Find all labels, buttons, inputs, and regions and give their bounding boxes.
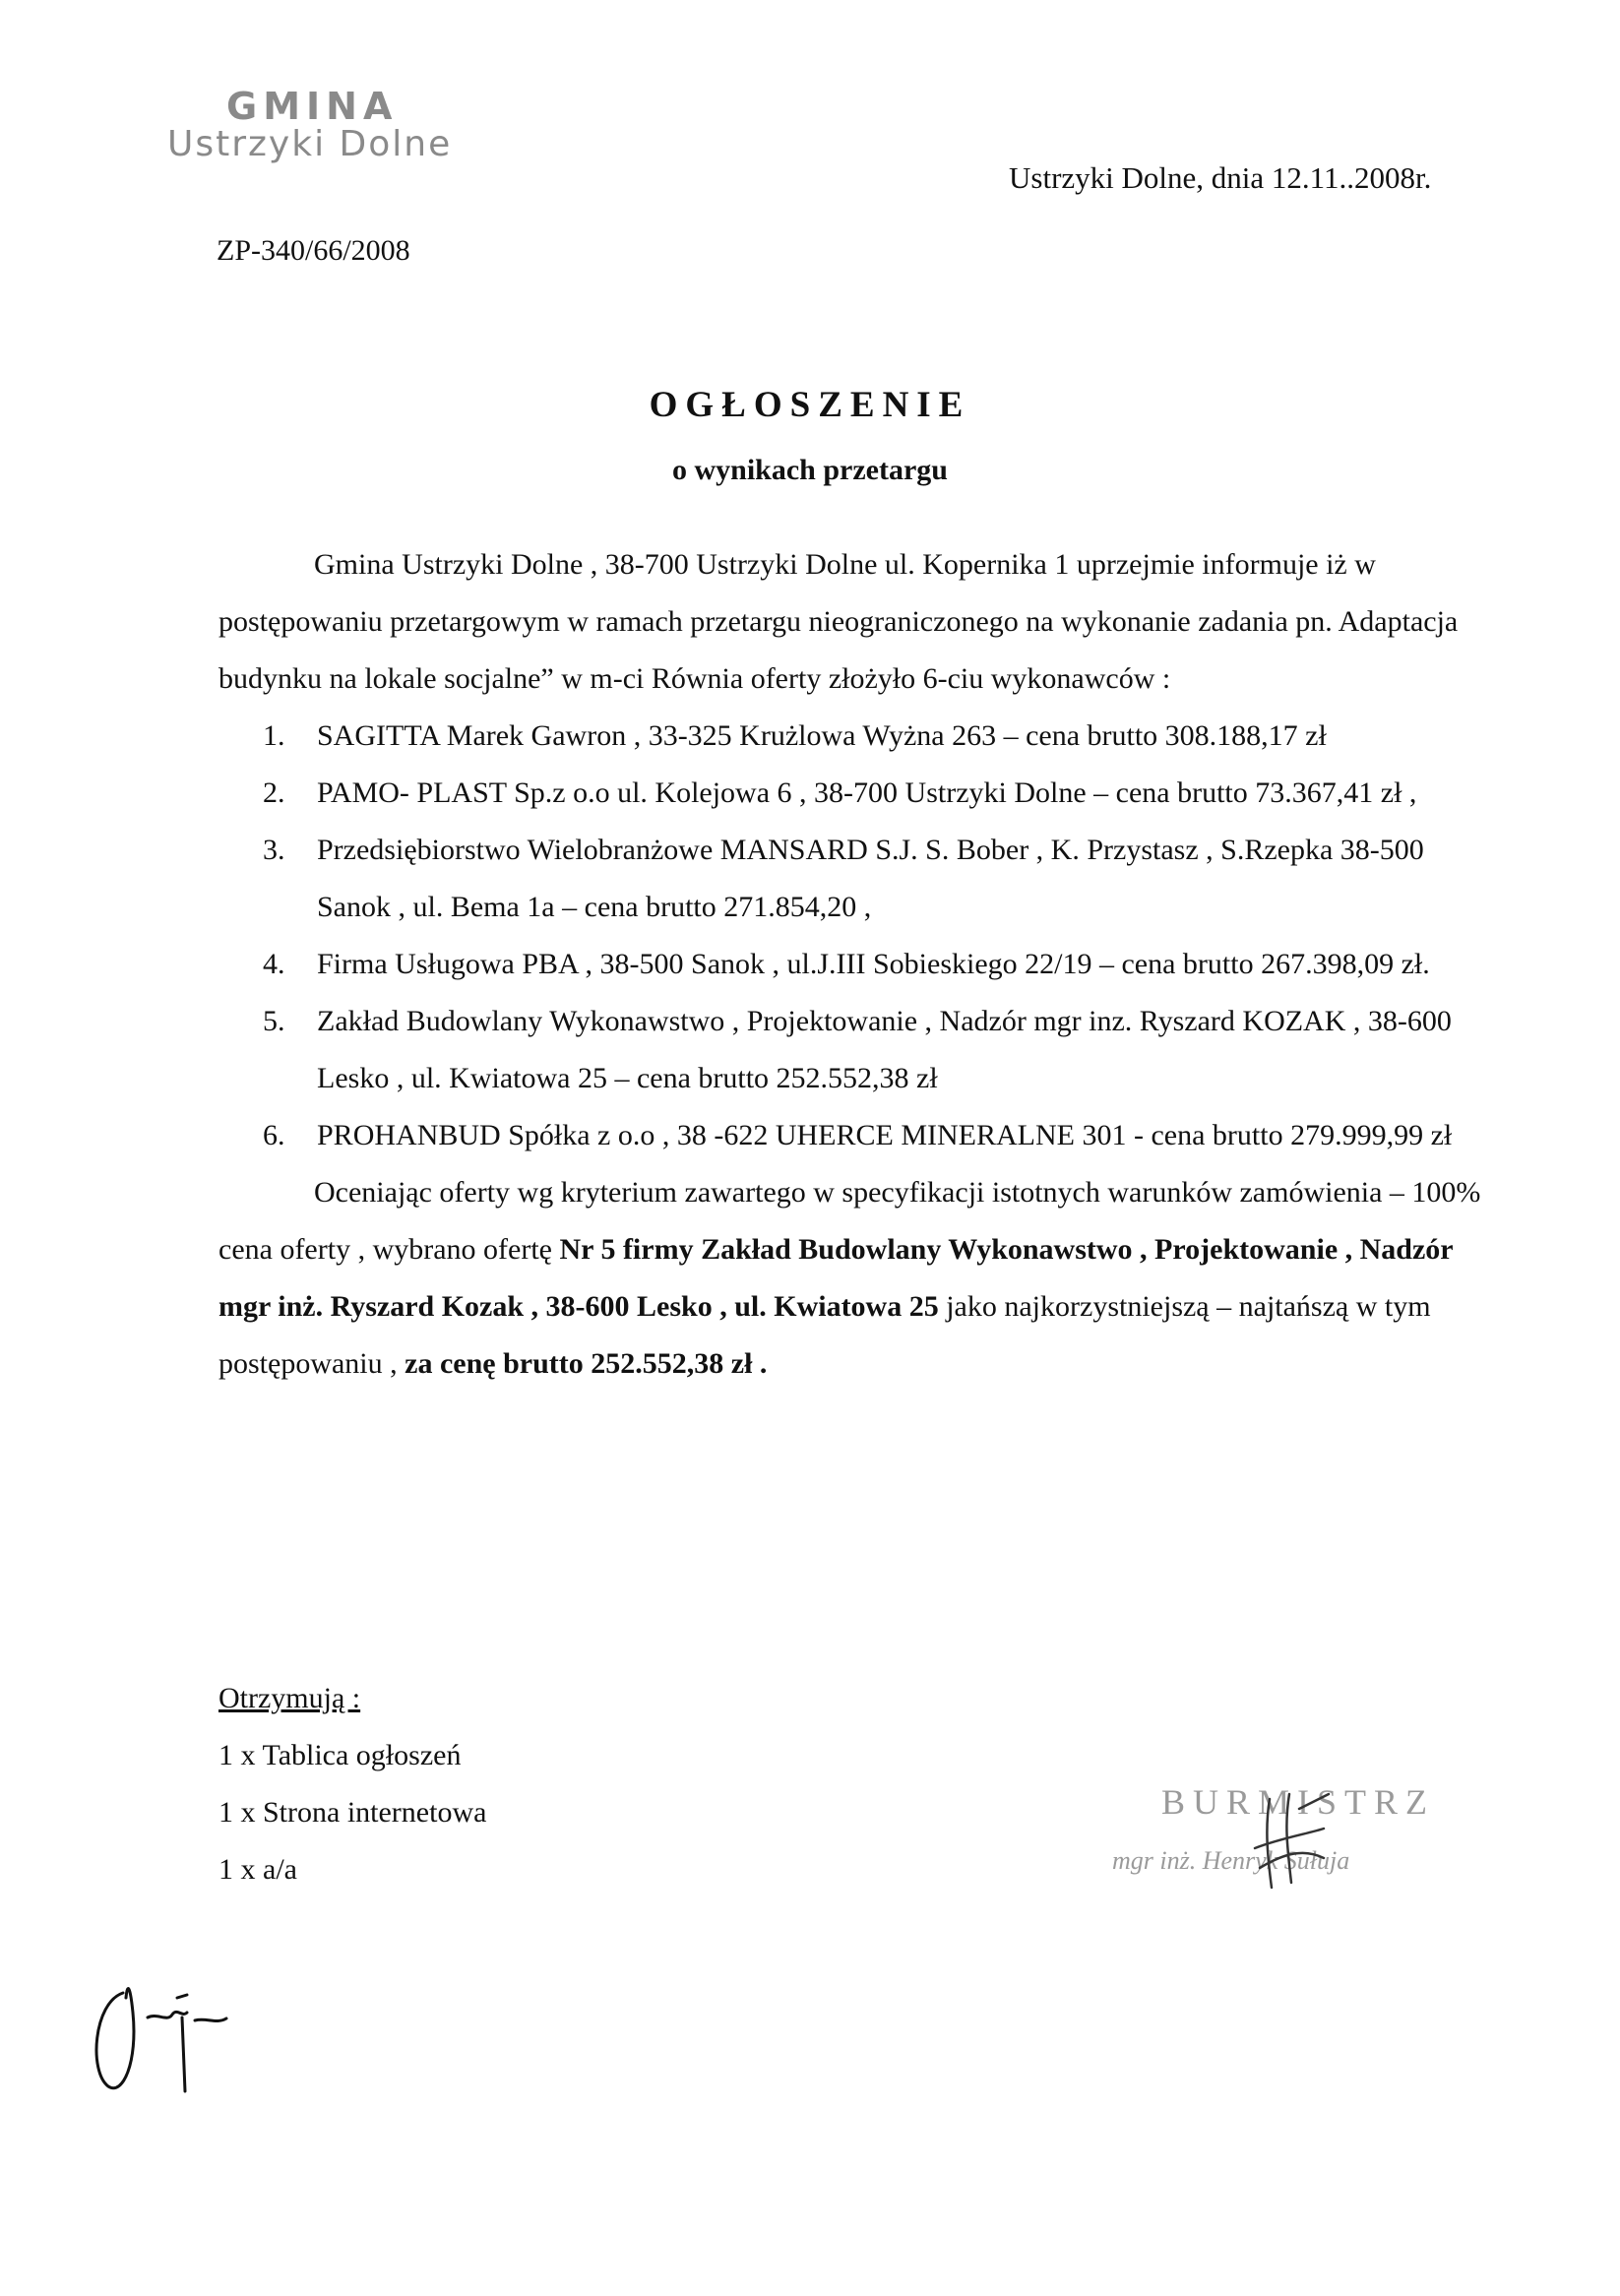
bidder-number: 2. [263,776,285,809]
bidder-text: PAMO- PLAST Sp.z o.o ul. Kolejowa 6 , 38-700 Ustrzyki Dolne – cena brutto 73.367,41 zł , [317,776,1417,809]
recipient-item: 1 x a/a [218,1853,297,1886]
municipality-stamp [167,85,463,164]
reference-number: ZP-340/66/2008 [217,234,410,267]
bidder-text: Firma Usługowa PBA , 38-500 Sanok , ul.J.III Sobieskiego 22/19 – cena brutto 267.398,09 zł. [317,948,1430,980]
bidder-number: 5. [263,1005,285,1037]
bidder-text: SAGITTA Marek Gawron , 33-325 Krużlowa Wyżna 263 – cena brutto 308.188,17 zł [317,719,1327,752]
bidder-item [218,765,1488,822]
document-title: OGŁOSZENIE [649,385,971,425]
bidder-text: Zakład Budowlany Wykonawstwo , Projektowanie , Nadzór mgr inz. Ryszard KOZAK , 38-600 Lesko , ul. Kwiatowa 25 – cena brutto 252.552,38 zł [317,1005,1452,1094]
stamp-line-1: GMINA [226,85,399,128]
bidder-text: Przedsiębiorstwo Wielobranżowe MANSARD S.J. S. Bober , K. Przystasz , S.Rzepka 38-500 Sanok , ul. Bema 1a – cena brutto 271.854,20 , [317,834,1424,923]
bidder-text: PROHANBUD Spółka z o.o , 38 -622 UHERCE MINERALNE 301 - cena brutto 279.999,99 zł [317,1119,1453,1151]
signatory-role: BURMISTRZ [1161,1782,1436,1822]
document-body [218,536,1488,1393]
recipient-item: 1 x Strona internetowa [218,1796,487,1829]
bidder-item [218,1107,1488,1164]
intro-paragraph: Gmina Ustrzyki Dolne , 38-700 Ustrzyki Dolne ul. Kopernika 1 uprzejmie informuje iż w postępowaniu przetargowym w ramach przetargu nieograniczonego na wykonanie zadania pn. Adaptacja budynku na lokale socjalne” w m-ci Równia oferty złożyło 6-ciu wykonawców : [218,548,1459,695]
place-and-date: Ustrzyki Dolne, dnia 12.11..2008r. [1009,160,1432,195]
bidder-item [218,822,1488,936]
bidders-list [218,708,1488,1164]
document-subtitle: o wynikach przetargu [672,454,948,486]
bidder-item [218,993,1488,1107]
signatory-name: mgr inż. Henryk Sułuja [1112,1846,1350,1875]
conclusion-paragraph [218,1164,1488,1393]
bidder-number: 6. [263,1119,285,1151]
recipients-heading: Otrzymują : [218,1682,361,1714]
bidder-number: 1. [263,719,285,752]
stamp-line-2: Ustrzyki Dolne [167,124,453,164]
recipient-item: 1 x Tablica ogłoszeń [218,1739,462,1771]
recipients-block [218,1670,486,1898]
handwritten-signature-icon [1230,1789,1348,1897]
bidder-item [218,936,1488,993]
mayor-signature-stamp [1112,1781,1447,1919]
conclusion-text-1: Oceniając oferty wg kryterium zawartego w specyfikacji istotnych warunków zamówienia – 100% cena oferty , wybrano ofertę [218,1176,1481,1266]
bidder-number: 3. [263,834,285,866]
bidder-number: 4. [263,948,285,980]
handwritten-initials-icon [79,1973,276,2101]
winning-bidder: Nr 5 firmy Zakład Budowlany Wykonawstwo , Projektowanie , Nadzór mgr inż. Ryszard Kozak , 38-600 Lesko , ul. Kwiatowa 25 [218,1233,1454,1323]
conclusion-text-2: jako najkorzystniejszą – najtańszą w tym postępowaniu , [218,1290,1431,1380]
winning-price: za cenę brutto 252.552,38 zł . [405,1347,768,1380]
bidder-item [218,708,1488,765]
